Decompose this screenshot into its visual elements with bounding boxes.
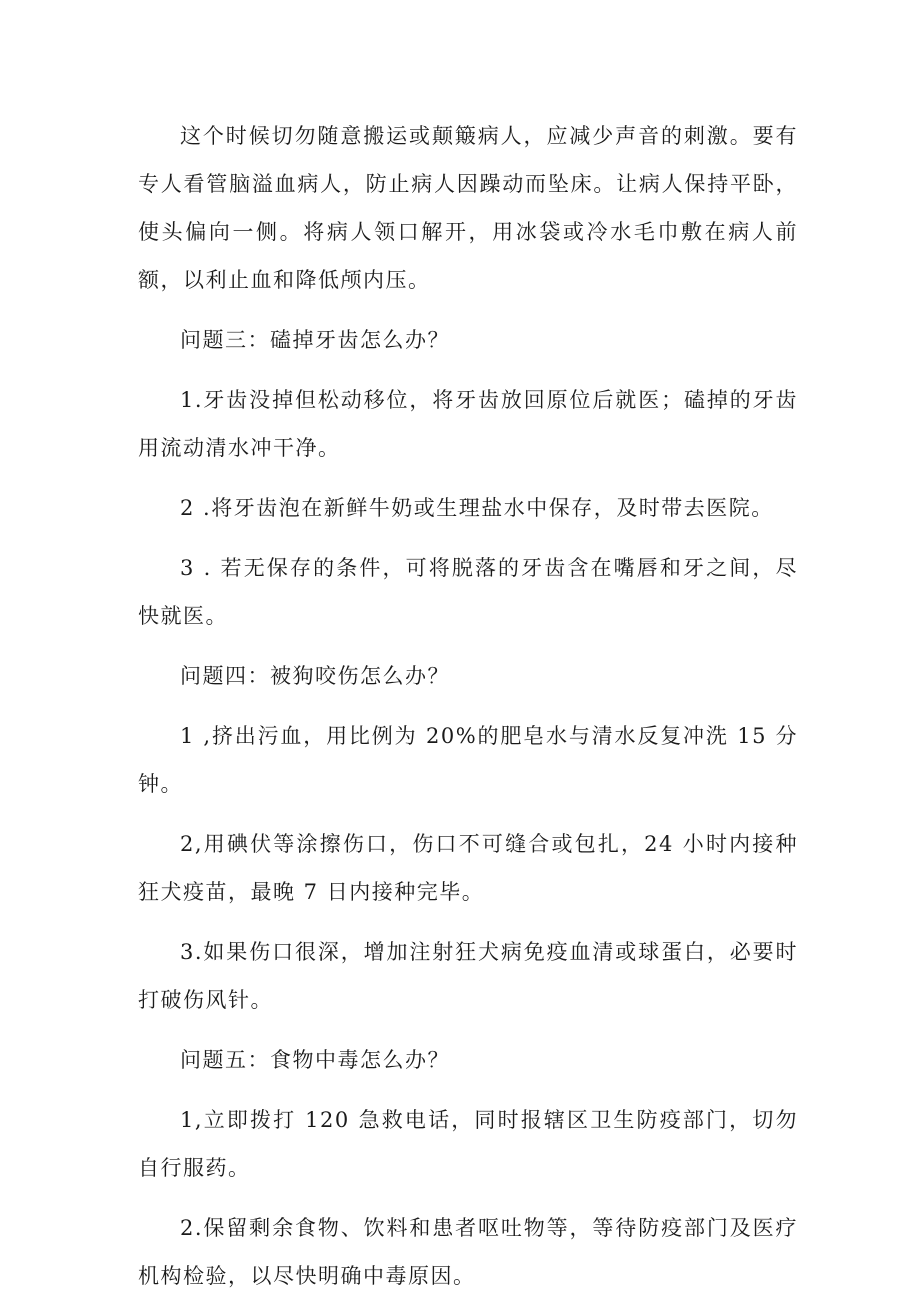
- heading-question-five: 问题五：食物中毒怎么办？: [180, 1048, 450, 1072]
- list-item-teeth-3: 3 . 若无保存的条件，可将脱落的牙齿含在嘴唇和牙之间，尽快就医。: [138, 556, 798, 628]
- list-item-dog-bite-1: 1 ,挤出污血，用比例为 20%的肥皂水与清水反复冲洗 15 分钟。: [138, 724, 798, 796]
- paragraph-stroke-first-aid: 这个时候切勿随意搬运或颠簸病人，应减少声音的刺激。要有专人看管脑溢血病人，防止病人因躁动而坠床。让病人保持平卧，使头偏向一侧。将病人领口解开，用冰袋或冷水毛巾敷在病人前额，以利止血和降低颅内压。: [138, 124, 798, 292]
- document-body: [138, 112, 798, 1300]
- list-item-food-poisoning-2: 2.保留剩余食物、饮料和患者呕吐物等，等待防疫部门及医疗机构检验，以尽快明确中毒原因。: [138, 1216, 798, 1288]
- list-item-food-poisoning-1: 1,立即拨打 120 急救电话，同时报辖区卫生防疫部门，切勿自行服药。: [138, 1108, 798, 1180]
- list-item-teeth-2: 2 .将牙齿泡在新鲜牛奶或生理盐水中保存，及时带去医院。: [180, 496, 774, 520]
- heading-question-three: 问题三：磕掉牙齿怎么办？: [180, 328, 450, 352]
- list-item-dog-bite-2: 2,用碘伏等涂擦伤口，伤口不可缝合或包扎，24 小时内接种狂犬疫苗，最晚 7 日内接种完毕。: [138, 832, 798, 904]
- list-item-teeth-1: 1.牙齿没掉但松动移位，将牙齿放回原位后就医；磕掉的牙齿用流动清水冲干净。: [138, 388, 798, 460]
- list-item-dog-bite-3: 3.如果伤口很深，增加注射狂犬病免疫血清或球蛋白，必要时打破伤风针。: [138, 940, 798, 1012]
- heading-question-four: 问题四：被狗咬伤怎么办？: [180, 664, 450, 688]
